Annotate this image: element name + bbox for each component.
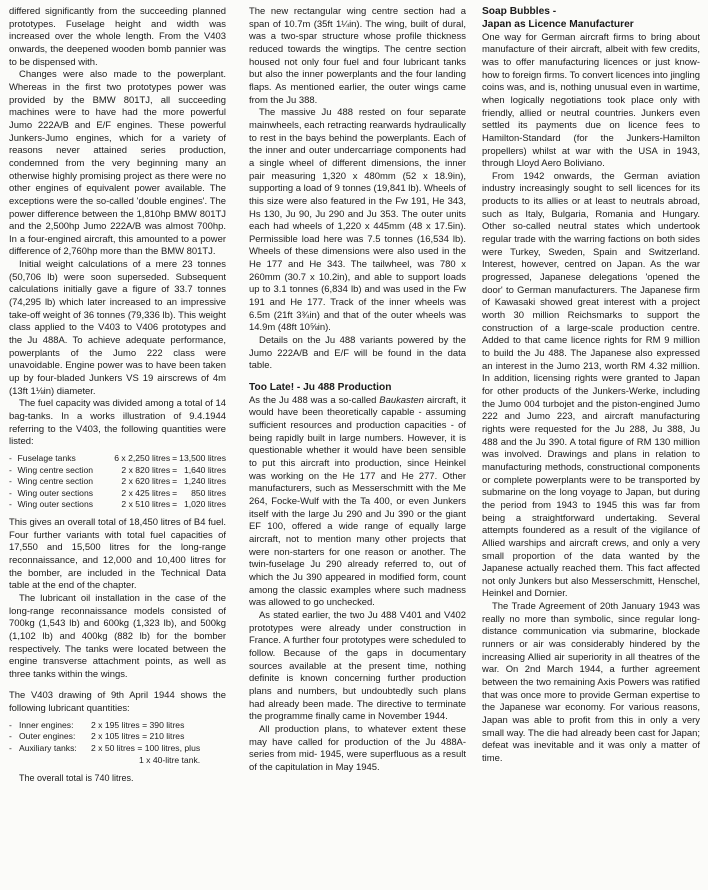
table-row: - Outer engines: 2 x 105 litres = 210 litres xyxy=(9,731,185,742)
oil-total-line: The overall total is 740 litres. xyxy=(19,773,134,784)
italic-term: Baukasten xyxy=(379,394,424,406)
table-row: - Wing centre section 2 x 820 litres = 1,640 litres xyxy=(9,464,226,475)
paragraph: The massive Ju 488 rested on four separate mainwheels, each retracting rearwards hydraulically to rest in the bays behind the powerplants. Each of the inner and outer undercarriage components had a single wheel of different dimensions, the inner pair measuring 1,320 x 480mm (52 x 18.9in), supporting a load of 9 tonnes (19,841 lb). Wheels of this size were also featured in the Fw 191, He 343, Hs 130, Ju 90, Ju 290 and Ju 353. The outer units each had wheels of 1,220 x 445mm (48 x 17.5in). Permissible load here was 7.5 tonnes (16,534 lb). Wheels of these dimensions were also used in the He 177 and He 343. The tailwheel, was 780 x 260mm (30.7 x 10.2in), and able to support loads up to 3.1 tonnes (6,834 lb) and was used in the Fw 191 and He 177. Track of the inner wheels was 6.5m (21ft 3¾in) and that of the outer wheels was 14.9m (48ft 10⅝in). xyxy=(249,107,466,334)
paragraph: All production plans, to whatever extent these may have called for production of the Ju 488A-series from mid- 1945, were superfluous as a result of the capitulation in May 1945. xyxy=(249,723,466,773)
paragraph: Initial weight calculations of a mere 23 tonnes (50,706 lb) were soon superseded. Subsequent calculations initially gave a figure of 33.7 tonnes (74,295 lb) which later increased to an impressive take-off weight of 36 tonnes (79,336 lb). This weight class applied to the V403 to V406 prototypes and the Ju 488A. To achieve adequate performance, powerplants of the Jumo 222 class were unavoidable. Engine power was to have been taken up by four-bladed Junkers VS 19 airscrews of 4m (13ft 1⅛in) diameter. xyxy=(9,259,226,397)
section-heading: Too Late! - Ju 488 Production xyxy=(249,382,392,394)
table-row: - Inner engines: 2 x 195 litres = 390 litres xyxy=(9,719,185,730)
paragraph: The Trade Agreement of 20th January 1943 was really no more than symbolic, since regular long-distance communication via submarine, blockade runners or air was considerably hindered by the increasing Allied air superiority in all theatres of the war. On 2nd March 1944, a further agreement between the two remaining Axis Powers was ratified that was once more to provide German expertise to the Japanese war economy. For various reasons, Japan was able to profit from this in only a very small way. The die had already been cast for Japan; defeat was inevitable and it was only a matter of time. xyxy=(482,601,700,764)
paragraph: The lubricant oil installation in the case of the long-range reconnaissance models consisted of 700kg (1,543 lb) and 600kg (1,323 lb), and 500kg (1,102 lb) and 400kg (882 lb) for the bomber respectively. The tanks were located between the engine transverse attachment points, as well as three tanks within the wings. xyxy=(9,592,226,680)
paragraph: The fuel capacity was divided among a total of 14 bag-tanks. In a works illustration of 9.4.1944 referring to the V403, the following quantities were listed: xyxy=(9,398,226,448)
column-middle xyxy=(249,6,466,775)
paragraph: As the Ju 488 was a so-called Baukasten aircraft, it would have been theoretically capable - assuming sufficient resources and production capacities - of being rapidly built in large numbers. However, it is questionable whether it would have been sensible to put this aircraft into production, since Heinkel was working on the He 177 and He 277. Other manufacturers, such as Messerschmitt with the Me 264, Focke-Wulf with the Ta 400, or even Junkers itself with the large Ju 290 and Ju 390 or the giant EF 100, offered a wide range of equally large aircraft, not to mention many other projects that were non-starters for one reason or another. The twin-fuselage Ju 290 already referred to, out of which the Ju 390 appeared in modified form, count among the classic examples where such madness was allowed to go unchecked. xyxy=(249,394,466,609)
table-row: - Wing centre section 2 x 620 litres = 1,240 litres xyxy=(9,476,226,487)
column-right xyxy=(482,6,700,766)
fuel-tank-table xyxy=(9,453,226,511)
heading-line: Soap Bubbles - xyxy=(482,6,557,17)
paragraph: Details on the Ju 488 variants powered by the Jumo 222A/B and E/F will be found in the data table. xyxy=(249,335,466,372)
table-row: - Fuselage tanks 6 x 2,250 litres = 13,500 litres xyxy=(9,452,226,463)
heading-line: Japan as Licence Manufacturer xyxy=(482,18,634,30)
paragraph: As stated earlier, the two Ju 488 V401 and V402 prototypes were already under construction in France. A further four prototypes were scheduled to follow. Because of the gaps in documentary sources available at the present time, nothing definite is known concerning further production plans and numbers, but undoubtedly such plans had already been made. The directive to terminate the programme finally came in November 1944. xyxy=(249,609,466,723)
table-row: - Wing outer sections 2 x 425 litres = 850 litres xyxy=(9,487,226,498)
table-row: - Wing outer sections 2 x 510 litres = 1,020 litres xyxy=(9,499,226,510)
paragraph: The V403 drawing of 9th April 1944 shows the following lubricant quantities: xyxy=(9,690,226,715)
table-row: 1 x 40-litre tank. xyxy=(139,754,201,765)
lubricant-table xyxy=(9,720,200,766)
paragraph: The new rectangular wing centre section had a span of 10.7m (35ft 1¼in). The wing, built of dural, was a two-spar structure whose profile thickness reduced towards the wingtips. The centre section housed not only four fuel and four lubricant tanks but also the inner powerplants and the four landing flaps. As mentioned earlier, the outer wings came from the Ju 388. xyxy=(249,6,466,106)
section-heading xyxy=(482,6,700,32)
paragraph: This gives an overall total of 18,450 litres of B4 fuel. Four further variants with total fuel capacities of 17,550 and 15,500 litres for the long-range reconnaissance, and 12,000 and 10,400 litres for the bomber, are included in the Technical Data table at the end of the chapter. xyxy=(9,516,226,592)
table-row: - Auxiliary tanks: 2 x 50 litres = 100 litres, plus xyxy=(9,742,201,753)
paragraph: Changes were also made to the powerplant. Whereas in the first two prototypes power was provided by the BMW 801TJ, all succeeding machines were to have had the more powerful Jumo 222A/B and E/F engines. These powerful Junkers-Jumo engines, which for a variety of reasons never attained series production, condemned from the very beginning many an otherwise highly promising project as there were no other engines of equivalent power available. The exceptions were the so-called 'double engines'. The power difference between the 1,810hp BMW 801TJ and the 2,500hp Jumo 222A/B was almost 700hp. In a four-engined aircraft, this amounted to a power difference of 2,760hp more than the BMW 801TJ. xyxy=(9,69,226,258)
paragraph: From 1942 onwards, the German aviation industry increasingly sought to sell licences for its products to its allies or at least to neutrals abroad, such as Italy, Bulgaria, Romania and Hungary. Other so-called neutral states which undertook regular trade with the warring factions on both sides were Turkey, Sweden, Spain and Switzerland. Interest, however, centred on Japan. As the war progressed, Japanese delegations 'opened the door' to German manufacturers. The Japanese firm of Kawasaki showed great interest with a project worth 30 million Reichsmarks to support the construction of a large-scale production centre. Added to that came licence rights for RM 9 million to build the Ju 488. The Japanese also expressed an interest in the Jumo 213, worth RM 4.32 million. In addition, licensing rights were granted to Japan for other products of the Junkers-Werke, including the Jumo 004 turbojet and the piston-engined Jumo 222 and Jumo 223, and aircraft manufacturing rights were requested for the Ju 288, Ju 388, Ju 488 and the Ju 390. A total figure of RM 130 million was involved. Drawings and plans in relation to manufacturing methods, constructional components or complete powerplants were to be transported by submarine on the long voyage to Japan, but during the period from 1943 to 1945 this was far from being a straightforward undertaking. Several attempts foundered as a result of the vigilance of Allied warships and aircraft crews, and only a very small proportion of the data wanted by the Japanese actually reached them. This fact affected not only Junkers but also Messerschmitt, Henschel, Heinkel and Dornier. xyxy=(482,170,700,600)
paragraph: differed significantly from the succeeding planned prototypes. Fuselage height and width was increased over the whole length. From the V403 onwards, the deepened wooden bomb pannier was to be dispensed with. xyxy=(9,6,226,68)
column-left xyxy=(9,6,226,785)
paragraph: One way for German aircraft firms to bring about manufacture of their aircraft, albeit with few credits, was to offer manufacturing licences or just know-how to foreign firms. To convert licences into jingling coins was, and is, nothing unusual even in wartime, when logically negotiations took place only with friendly, allied or neutral countries. Junkers even settled its payments due on licence fees to Hamilton-Standard (for the Junkers-Hamilton propellers) whilst at war with the USA in 1943, through Lloyd Aero Boliviano. xyxy=(482,31,700,170)
